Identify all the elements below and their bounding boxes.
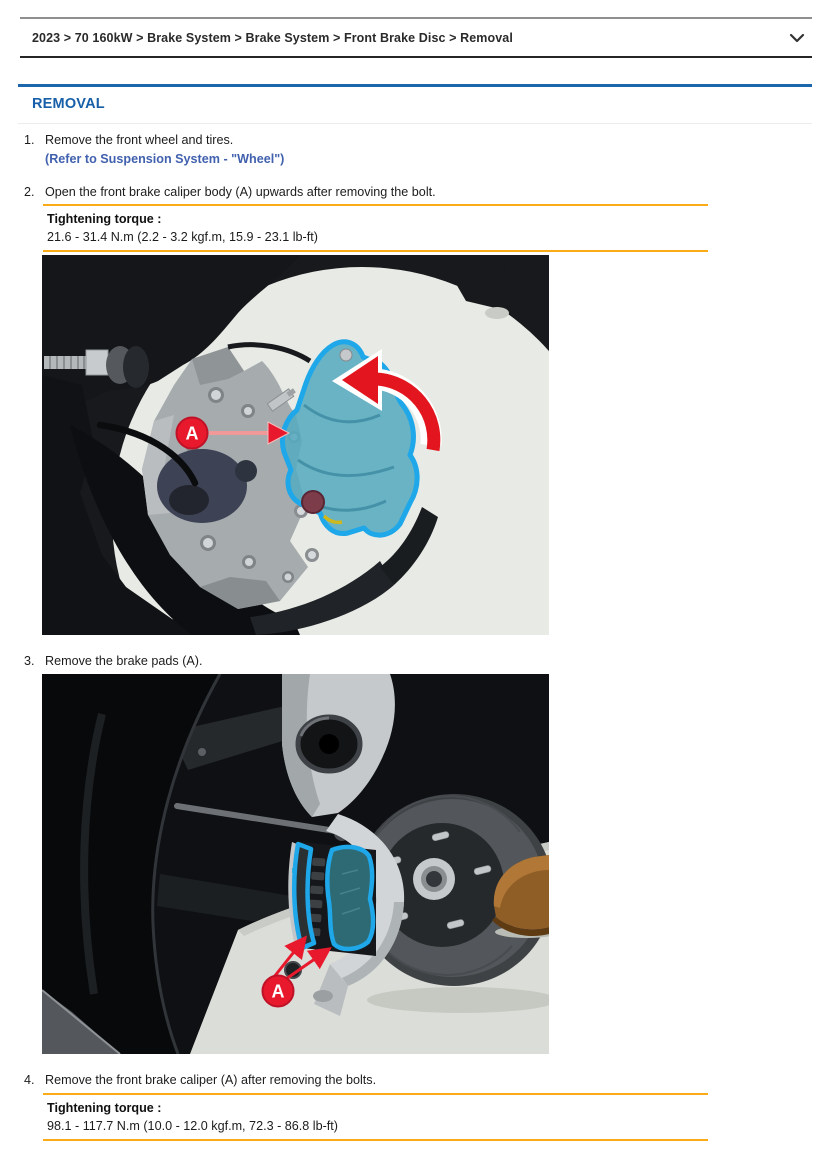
step-text: Remove the front brake caliper (A) after removing the bolts. xyxy=(45,1073,377,1087)
suspension-wheel-link[interactable]: (Refer to Suspension System - "Wheel") xyxy=(45,152,285,166)
step-4 xyxy=(24,1071,376,1090)
breadcrumb[interactable] xyxy=(20,17,812,58)
figure-brake-pads-photo xyxy=(42,674,549,1054)
torque-spec-2 xyxy=(43,1093,708,1141)
callout-a-letter: A xyxy=(185,423,199,444)
step-text: Remove the front wheel and tires. xyxy=(45,133,234,147)
step-2 xyxy=(24,183,436,202)
section-heading xyxy=(18,84,812,124)
chevron-down-icon[interactable] xyxy=(782,23,812,53)
step-number: 1. xyxy=(24,133,35,147)
step-number: 4. xyxy=(24,1073,35,1087)
torque-label: Tightening torque : xyxy=(47,212,162,226)
torque-label: Tightening torque : xyxy=(47,1101,162,1115)
page-title: REMOVAL xyxy=(32,96,105,112)
step-number: 2. xyxy=(24,185,35,199)
step-text: Open the front brake caliper body (A) upwards after removing the bolt. xyxy=(45,185,436,199)
figure-caliper-open-photo xyxy=(42,255,549,635)
step-1 xyxy=(24,131,284,169)
callout-a-letter: A xyxy=(271,981,285,1002)
step-number: 3. xyxy=(24,654,35,668)
step-text: Remove the brake pads (A). xyxy=(45,654,203,668)
breadcrumb-path: 2023 > 70 160kW > Brake System > Brake System > Front Brake Disc > Removal xyxy=(32,30,513,45)
step-3 xyxy=(24,652,203,671)
torque-value: 98.1 - 117.7 N.m (10.0 - 12.0 kgf.m, 72.3 - 86.8 lb-ft) xyxy=(47,1119,338,1133)
torque-spec-1 xyxy=(43,204,708,252)
inner-pad-highlight xyxy=(327,847,373,949)
torque-value: 21.6 - 31.4 N.m (2.2 - 3.2 kgf.m, 15.9 - 23.1 lb-ft) xyxy=(47,230,318,244)
